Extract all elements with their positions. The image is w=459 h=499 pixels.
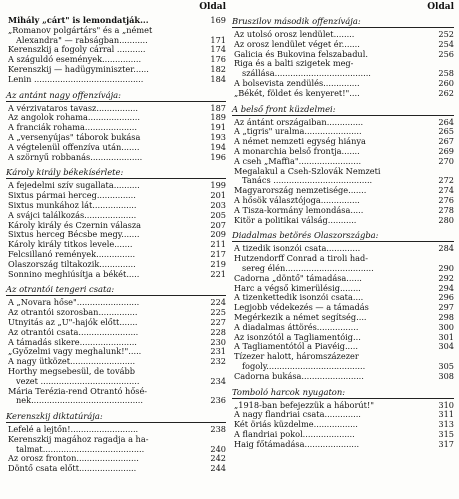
- section-rule: [6, 422, 226, 423]
- entry-title: A franciák rohama....................: [8, 123, 137, 133]
- entry-title: Megérkezik a német segítség....: [234, 312, 367, 322]
- entry-title: Magyarország nemzetisége.......: [234, 186, 367, 196]
- entry-page: 311: [438, 409, 454, 420]
- entry-page: 284: [438, 243, 454, 254]
- entry-page: 169: [210, 15, 226, 25]
- toc-entry: [232, 127, 454, 137]
- toc-entry: [6, 308, 226, 318]
- toc-entry: [6, 133, 226, 143]
- toc-entry: [6, 250, 226, 260]
- entry-page: 244: [210, 463, 226, 474]
- toc-entry: [6, 104, 226, 114]
- toc-entry: [232, 352, 454, 372]
- entry-title: Kerenszkij a fogoly cárral ...........: [8, 45, 146, 55]
- entry-page: 236: [210, 395, 226, 406]
- entry-title: Az angolok rohama....................: [8, 113, 140, 123]
- entry-title: A cseh „Maffia"........................: [234, 156, 362, 166]
- entry-title: Cadorna bukása........................: [234, 371, 364, 381]
- entry-page: 201: [210, 190, 226, 201]
- entry-title: A fejedelmi szív sugallata..........: [8, 181, 140, 191]
- entry-page: 264: [438, 116, 454, 127]
- toc-entry: [232, 244, 454, 254]
- section-rule: [232, 241, 454, 242]
- entry-page: 301: [438, 331, 454, 342]
- toc-entry: [232, 293, 454, 303]
- entry-title: Az orosz lendület véget ér.......: [234, 39, 360, 49]
- entry-title: Döntő csata előtt......................: [8, 464, 137, 474]
- toc-entry: [6, 270, 226, 280]
- section-rule: [232, 115, 454, 116]
- entry-title: A száguldó események...............: [8, 55, 142, 65]
- section-title: Tomboló harcok nyugaton:: [232, 387, 454, 399]
- toc-entry: [232, 59, 454, 79]
- entry-title: A nagy ütközet.........................: [8, 357, 136, 367]
- entry-page: 305: [438, 360, 454, 371]
- entry-title: A Tisza-kormány lemondása.....: [234, 205, 364, 215]
- entry-page: 174: [210, 44, 226, 55]
- entry-title: A támadás sikere......................: [8, 337, 137, 347]
- entry-page: 176: [210, 54, 226, 65]
- section-title: Kerenszkij diktatúrája:: [6, 411, 226, 423]
- entry-page: 240: [210, 443, 226, 454]
- entry-page: 313: [438, 419, 454, 430]
- toc-entry: [6, 191, 226, 201]
- entry-page: 187: [210, 102, 226, 113]
- toc-entry: [6, 328, 226, 338]
- section-title: Bruszilov második offenzívája:: [232, 16, 454, 28]
- toc-entry: [6, 230, 226, 240]
- toc-entry: [232, 50, 454, 60]
- toc-entry: [232, 206, 454, 216]
- entry-page: 184: [210, 73, 226, 84]
- toc-entry: [232, 430, 454, 440]
- entry-page: 224: [210, 297, 226, 308]
- toc-entry: [232, 410, 454, 420]
- entry-title: A nagy flandriai csata..............: [234, 410, 361, 420]
- entry-title: A tizedik isonzói csata.............: [234, 244, 361, 254]
- column-header: Oldal: [427, 2, 454, 12]
- entry-page: 217: [210, 248, 226, 259]
- entry-page: 205: [210, 209, 226, 220]
- entry-page: 317: [438, 438, 454, 449]
- entry-page: 262: [438, 87, 454, 98]
- toc-entry: [232, 30, 454, 40]
- entry-title: Sixtus pármai herceg...............: [8, 191, 136, 201]
- entry-title: Az orosz fronton........................: [8, 454, 139, 464]
- toc-entry: [232, 333, 454, 343]
- toc-entry: [232, 303, 454, 313]
- entry-page: 272: [438, 175, 454, 186]
- entry-title: A hősök választójoga...............: [234, 195, 360, 205]
- section-title: Károly király békekísérlete:: [6, 167, 226, 179]
- section-title: Az otrantói tengeri csata:: [6, 284, 226, 296]
- entry-page: 270: [438, 155, 454, 166]
- toc-entry: [232, 147, 454, 157]
- entry-title: A flandriai pokol....................: [234, 429, 355, 439]
- entry-title: Olaszország tiltakozik..............: [8, 259, 136, 269]
- entry-title: Hutzendorff Conrad a tiroli had- sereg élén..................................: [234, 254, 374, 273]
- entry-page: 300: [438, 321, 454, 332]
- entry-title: Az ántánt országaiban..............: [234, 117, 364, 127]
- section-rule: [6, 295, 226, 296]
- entry-title: A vérzivataros tavasz................: [8, 103, 138, 113]
- entry-title: A Tagliamentótól a Piavéig.....: [234, 342, 358, 352]
- entry-title: A monarchia belső frontja.......: [234, 146, 360, 156]
- section-title: Az antánt nagy offenzívája:: [6, 90, 226, 102]
- toc-entry: [6, 347, 226, 357]
- entry-page: 280: [438, 214, 454, 225]
- toc-entry: [6, 221, 226, 231]
- entry-page: 194: [210, 141, 226, 152]
- toc-entry: [232, 372, 454, 382]
- entry-page: 265: [438, 126, 454, 137]
- toc-entry: [232, 401, 454, 411]
- entry-title: A végtelenül offenzíva után.......: [8, 142, 140, 152]
- toc-entry: [6, 387, 226, 407]
- entry-title: Kerenszkij — hadügyminiszter......: [8, 64, 149, 74]
- toc-entry: [232, 137, 454, 147]
- toc-entry: [232, 440, 454, 450]
- entry-title: „Romanov polgártárs" és a „német Alexandra" — rabságban...........: [8, 25, 153, 45]
- entry-page: 191: [210, 122, 226, 133]
- entry-title: Cadorna „döntő" támadása......: [234, 273, 362, 283]
- toc-entry: [6, 211, 226, 221]
- entry-title: Tízezer halott, háromszázezer fogoly......................................: [234, 352, 366, 371]
- entry-title: Sixtus herceg Bécsbe megy.......: [8, 230, 140, 240]
- toc-entry: [232, 186, 454, 196]
- entry-title: Kitör a politikai válság...........: [234, 215, 357, 225]
- toc-entry: [6, 201, 226, 211]
- entry-title: A „versenyújas" táborok bukása: [8, 132, 141, 142]
- toc-entry: [232, 196, 454, 206]
- toc-entry: [6, 435, 226, 455]
- toc-entry: [6, 357, 226, 367]
- entry-page: 199: [210, 180, 226, 191]
- entry-title: Riga és a balti szigetek meg- szállása.....................................: [234, 59, 371, 79]
- entry-title: Felcsillanó remények...............: [8, 249, 136, 259]
- toc-entry: [232, 254, 454, 274]
- entry-page: 256: [438, 48, 454, 59]
- entry-page: 260: [438, 77, 454, 88]
- entry-title: Sixtus munkához lát.................: [8, 200, 137, 210]
- entry-page: 297: [438, 302, 454, 313]
- entry-page: 182: [210, 63, 226, 74]
- entry-page: 231: [210, 346, 226, 357]
- entry-page: 242: [210, 453, 226, 464]
- entry-page: 278: [438, 204, 454, 215]
- entry-title: „1918-ban befejezzük a háborút!": [234, 400, 374, 410]
- entry-title: A „Novara hőse"........................: [8, 298, 140, 308]
- toc-entry: [6, 113, 226, 123]
- entry-title: Legjobb védekezés — a támadás: [234, 303, 369, 313]
- toc-entry: [232, 167, 454, 187]
- entry-title: A német nemzeti egység hiánya: [234, 137, 366, 147]
- toc-entry: [232, 323, 454, 333]
- entry-title: Az otrantói csata.......................: [8, 327, 139, 337]
- entry-page: 296: [438, 292, 454, 303]
- entry-title: Az utolsó orosz lendület........: [234, 30, 355, 39]
- toc-entry: [232, 157, 454, 167]
- toc-entry: [232, 284, 454, 294]
- entry-title: Kerenszkij magához ragadja a ha- talmat.......................................: [8, 434, 149, 454]
- section-rule: [6, 101, 226, 102]
- toc-entry: [6, 75, 226, 85]
- entry-title: A „tigris" uralma......................: [234, 127, 362, 137]
- entry-page: 269: [438, 145, 454, 156]
- entry-title: A tizenkettedik isonzói csata....: [234, 293, 364, 303]
- entry-title: Galicia és Bukovina felszabadul.: [234, 49, 368, 59]
- entry-page: 228: [210, 326, 226, 337]
- entry-title: Haig főtámadása.....................: [234, 439, 360, 449]
- toc-entry: [6, 338, 226, 348]
- toc-entry: [232, 342, 454, 352]
- entry-page: 304: [438, 341, 454, 352]
- entry-title: Sonnino meghiúsítja a békét.....: [8, 269, 140, 279]
- toc-entry: [6, 454, 226, 464]
- entry-title: Mihály „cárt" is lemondatják...: [8, 16, 149, 25]
- toc-entry: [6, 16, 226, 26]
- toc-entry: [6, 143, 226, 153]
- entry-page: 209: [210, 229, 226, 240]
- entry-title: Horthy megsebesül, de tovább vezet ......................................: [8, 366, 140, 386]
- section-rule: [6, 178, 226, 179]
- entry-page: 238: [210, 424, 226, 435]
- toc-entry: [6, 298, 226, 308]
- toc-entry: [6, 260, 226, 270]
- entry-title: A bolsevista zendülés..............: [234, 78, 360, 88]
- entry-title: A svájci találkozás....................: [8, 210, 137, 220]
- toc-entry: [6, 55, 226, 65]
- entry-title: „Békét, földet és kenyeret!"....: [234, 88, 360, 98]
- toc-entry: [6, 153, 226, 163]
- entry-page: 308: [438, 370, 454, 381]
- entry-title: Utnyitás az „U"-hajók előtt.......: [8, 317, 138, 327]
- entry-page: 230: [210, 336, 226, 347]
- toc-entry: [232, 79, 454, 89]
- section-title: A belső front küzdelmei:: [232, 104, 454, 116]
- entry-page: 267: [438, 136, 454, 147]
- toc-entry: [6, 45, 226, 55]
- entry-title: Lenin ..........................................: [8, 74, 144, 84]
- entry-page: 290: [438, 262, 454, 273]
- toc-entry: [6, 464, 226, 474]
- entry-title: Két öriás küzdelme.................: [234, 420, 358, 430]
- toc-entry: [6, 367, 226, 387]
- toc-entry: [6, 26, 226, 46]
- section-rule: [232, 398, 454, 399]
- entry-page: 310: [438, 399, 454, 410]
- entry-title: Az otrantói szorosban...............: [8, 308, 138, 318]
- entry-page: 258: [438, 68, 454, 79]
- toc-entry: [232, 420, 454, 430]
- entry-page: 196: [210, 151, 226, 162]
- entry-title: Károly király titkos levele.......: [8, 240, 133, 250]
- section-rule: [232, 27, 454, 28]
- toc-entry: [232, 313, 454, 323]
- entry-page: 189: [210, 112, 226, 123]
- entry-page: 315: [438, 428, 454, 439]
- entry-title: A diadalmas áttörés................: [234, 322, 359, 332]
- toc-entry: [6, 181, 226, 191]
- toc-entry: [6, 425, 226, 435]
- entry-page: 234: [210, 375, 226, 386]
- entry-page: 292: [438, 272, 454, 283]
- toc-entry: [232, 118, 454, 128]
- right-column: [232, 0, 454, 449]
- entry-title: A szörnyű robbanás....................: [8, 152, 143, 162]
- entry-page: 225: [210, 307, 226, 318]
- section-title: Diadalmas betörés Olaszországba:: [232, 230, 454, 242]
- toc-entry: [232, 40, 454, 50]
- entry-title: „Győzelmi vagy meghalunk!".....: [8, 347, 142, 357]
- toc-entry: [6, 318, 226, 328]
- entry-page: 219: [210, 258, 226, 269]
- entry-page: 221: [210, 268, 226, 279]
- toc-entry: [232, 89, 454, 99]
- entry-page: 276: [438, 194, 454, 205]
- left-column: [6, 0, 226, 474]
- entry-title: Megalakul a Cseh-Szlovák Nemzeti Tanács ......................................: [234, 166, 381, 186]
- toc-entry: [232, 274, 454, 284]
- entry-page: 211: [210, 239, 226, 250]
- entry-title: Mária Terézia-rend Otrantó hősé- nek...........................................: [8, 386, 148, 406]
- entry-title: Lefelé a lejtőn!..........................: [8, 425, 139, 435]
- entry-page: 227: [210, 316, 226, 327]
- entry-page: 274: [438, 185, 454, 196]
- entry-page: 203: [210, 199, 226, 210]
- entry-page: 298: [438, 311, 454, 322]
- entry-title: Károly király és Czernin válasza: [8, 220, 142, 230]
- entry-page: 193: [210, 131, 226, 142]
- toc-entry: [6, 65, 226, 75]
- entry-title: Harc a végső kimerülésig........: [234, 283, 361, 293]
- entry-page: 207: [210, 219, 226, 230]
- column-header: Oldal: [199, 2, 226, 12]
- entry-page: 294: [438, 282, 454, 293]
- entry-page: 254: [438, 38, 454, 49]
- entry-page: 232: [210, 356, 226, 367]
- entry-page: 171: [210, 34, 226, 45]
- toc-entry: [6, 240, 226, 250]
- entry-title: Az isonzótól a Tagliamentóig...: [234, 332, 361, 342]
- toc-entry: [232, 216, 454, 226]
- toc-entry: [6, 123, 226, 133]
- entry-page: 252: [438, 29, 454, 39]
